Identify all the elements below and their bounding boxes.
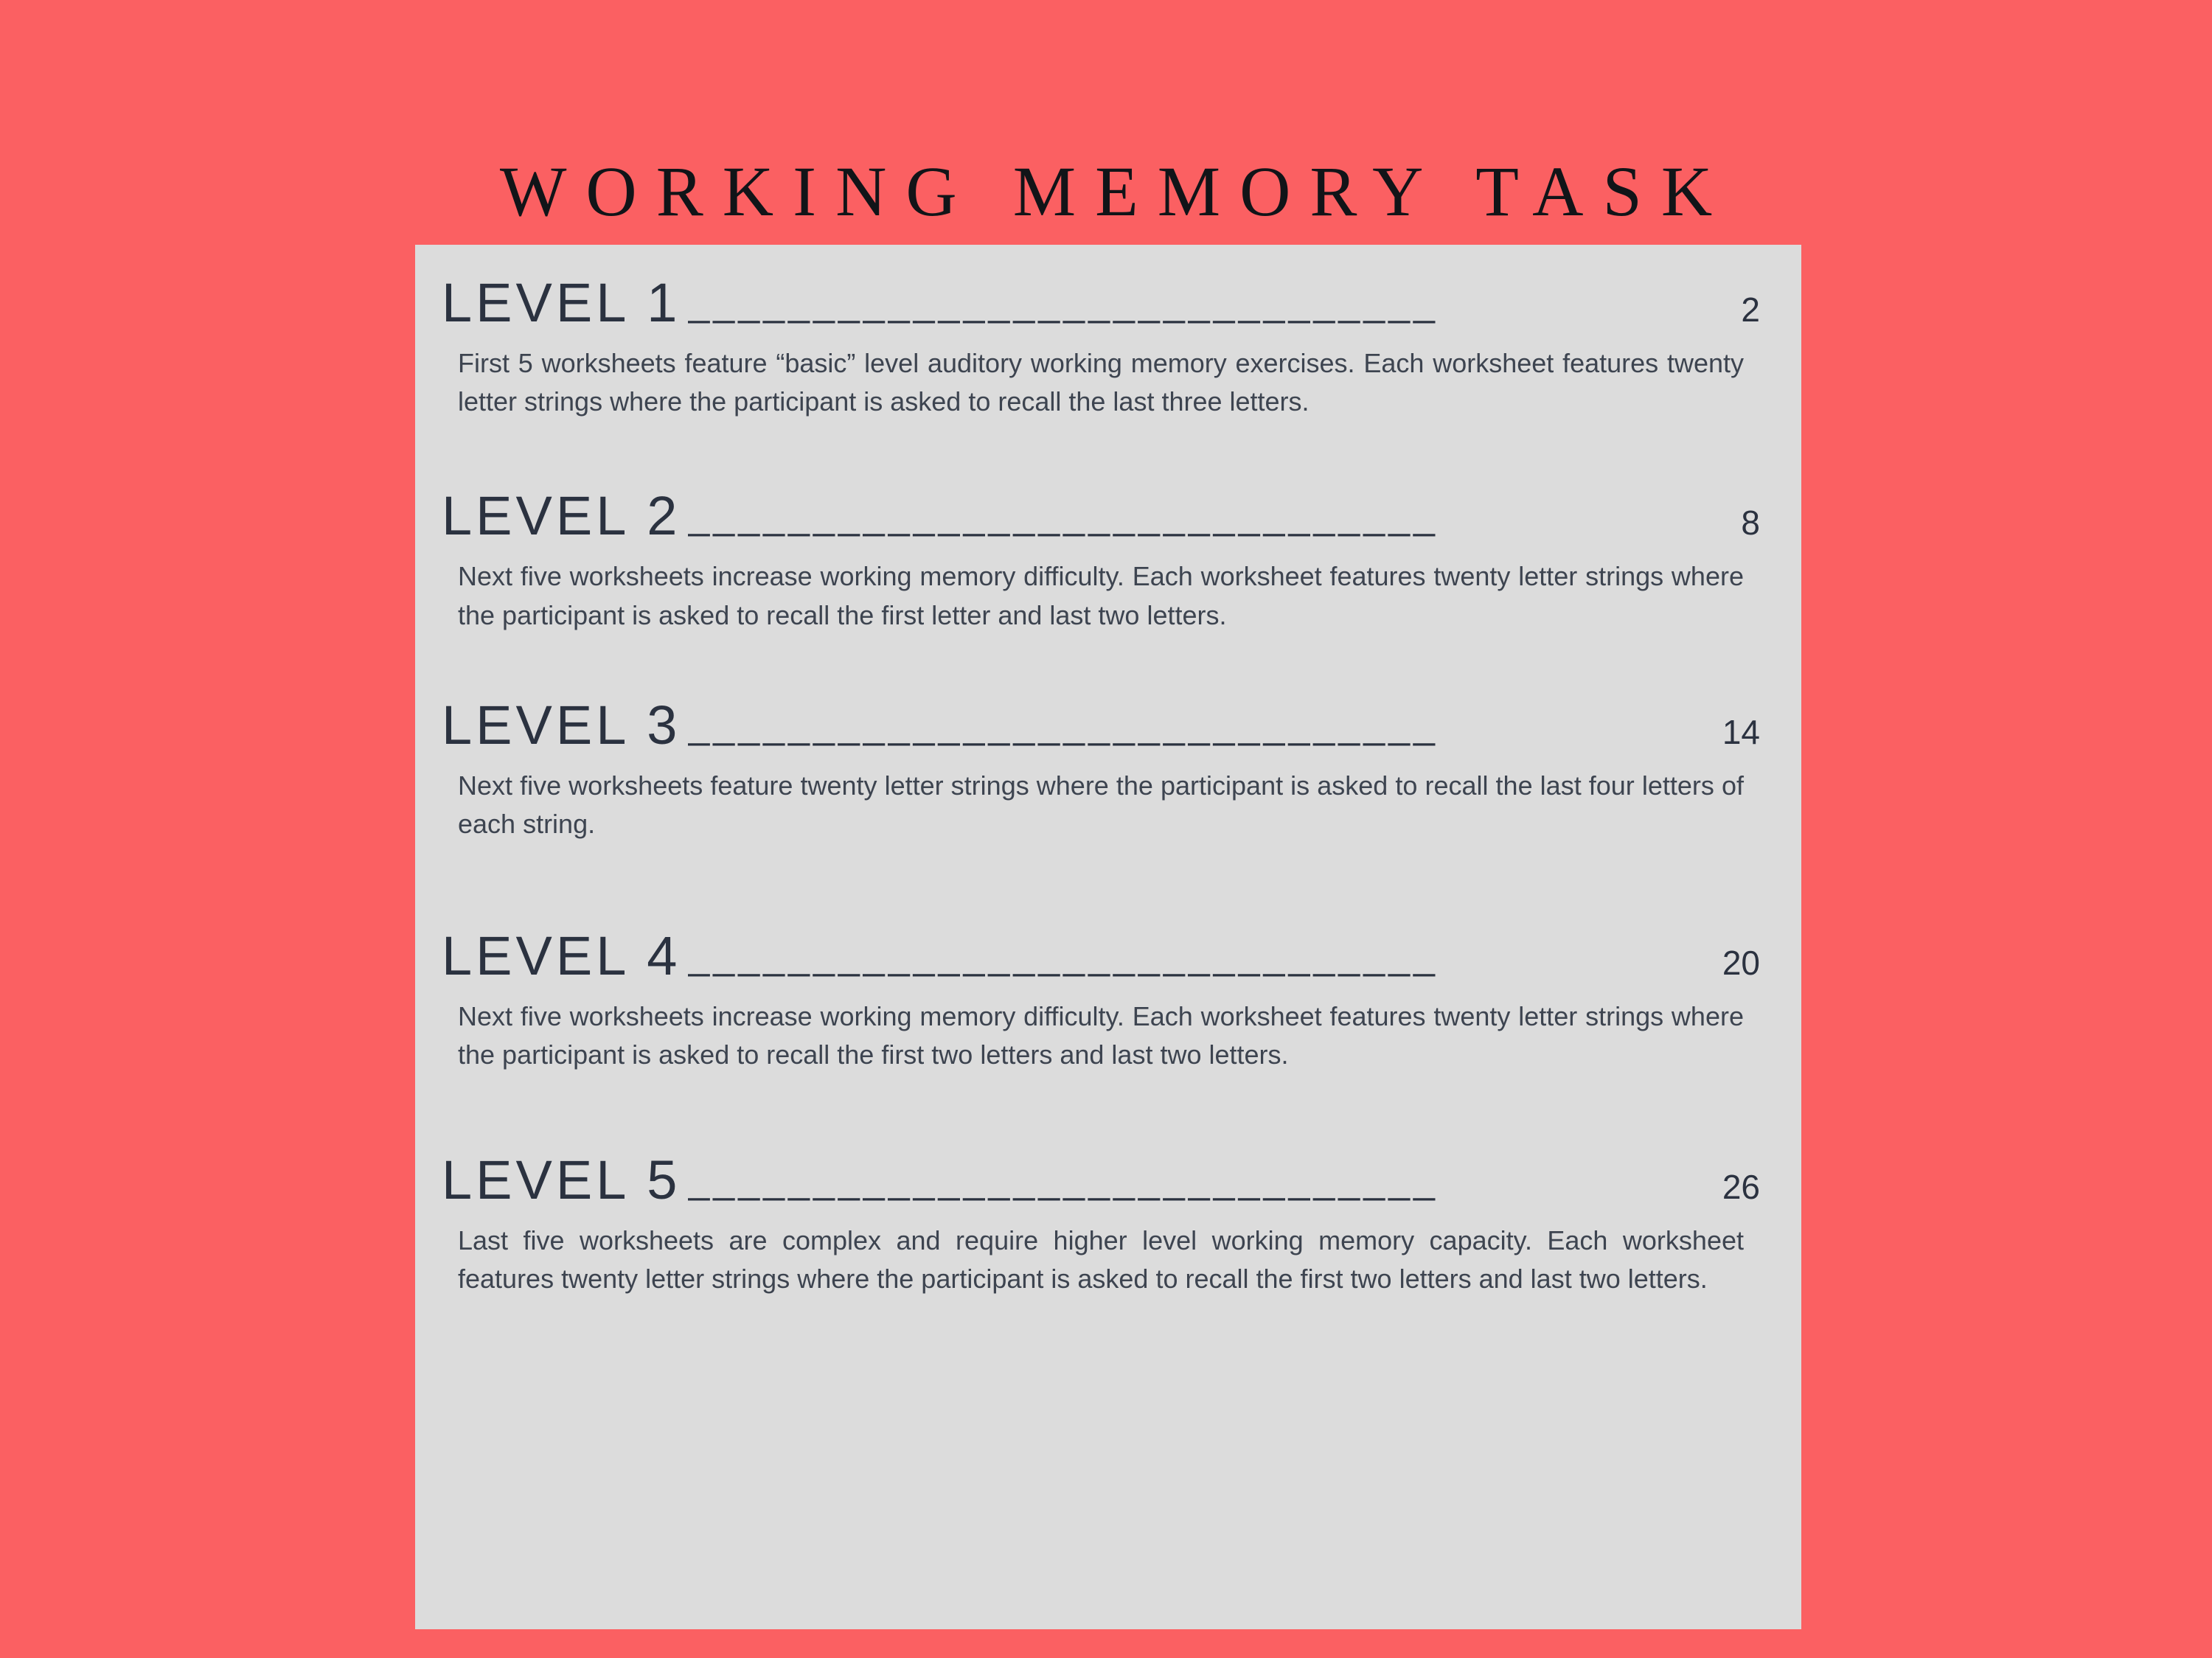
page-number: 2 <box>1741 290 1760 329</box>
dash-leader: ______________________________ <box>688 1158 1439 1202</box>
dash-leader: ______________________________ <box>688 935 1439 978</box>
level-description: Last five worksheets are complex and require higher level working memory capacity. Each worksheet features twenty letter strings where the participant is asked to recall the first two letters and last two letters. <box>458 1225 1744 1294</box>
spacer <box>442 421 1760 484</box>
page-number: 26 <box>1722 1167 1760 1206</box>
toc-entry-row <box>442 271 1760 334</box>
page-title: WORKING MEMORY TASK <box>499 152 1732 231</box>
level-description: Next five worksheets increase working memory difficulty. Each worksheet features twenty letter strings where the participant is asked to recall the first two letters and last two letters. <box>458 1001 1744 1070</box>
toc-entry-row <box>442 484 1760 547</box>
toc-entry-level-4 <box>442 924 1760 1074</box>
toc-entry-row <box>442 1149 1760 1211</box>
level-label: LEVEL 4 <box>442 925 681 987</box>
toc-entry-level-3 <box>442 694 1760 843</box>
table-of-contents-panel <box>415 245 1801 1629</box>
page-number: 8 <box>1741 504 1760 543</box>
toc-entry-level-1 <box>442 271 1760 421</box>
spacer <box>442 1075 1760 1149</box>
page-number: 14 <box>1722 712 1760 751</box>
toc-entry-row <box>442 924 1760 987</box>
spacer <box>442 635 1760 694</box>
toc-entry-row <box>442 694 1760 756</box>
level-description: Next five worksheets increase working memory difficulty. Each worksheet features twenty letter strings where the participant is asked to recall the first letter and last two letters. <box>458 561 1744 630</box>
level-description: Next five worksheets feature twenty letter strings where the participant is asked to recall the last four letters of each string. <box>458 770 1744 839</box>
toc-entry-level-5 <box>442 1149 1760 1298</box>
level-label: LEVEL 5 <box>442 1149 681 1211</box>
level-label: LEVEL 2 <box>442 485 681 547</box>
dash-leader: ______________________________ <box>688 282 1439 324</box>
page-number: 20 <box>1722 944 1760 983</box>
level-label: LEVEL 1 <box>442 272 681 333</box>
dash-leader: ______________________________ <box>688 703 1439 747</box>
dash-leader: ______________________________ <box>688 495 1439 538</box>
spacer <box>442 843 1760 924</box>
level-label: LEVEL 3 <box>442 694 681 756</box>
toc-entry-level-2 <box>442 484 1760 634</box>
level-description: First 5 worksheets feature “basic” level auditory working memory exercises. Each worksheet features twenty letter strings where the participant is asked to recall the last three letters. <box>458 348 1744 417</box>
